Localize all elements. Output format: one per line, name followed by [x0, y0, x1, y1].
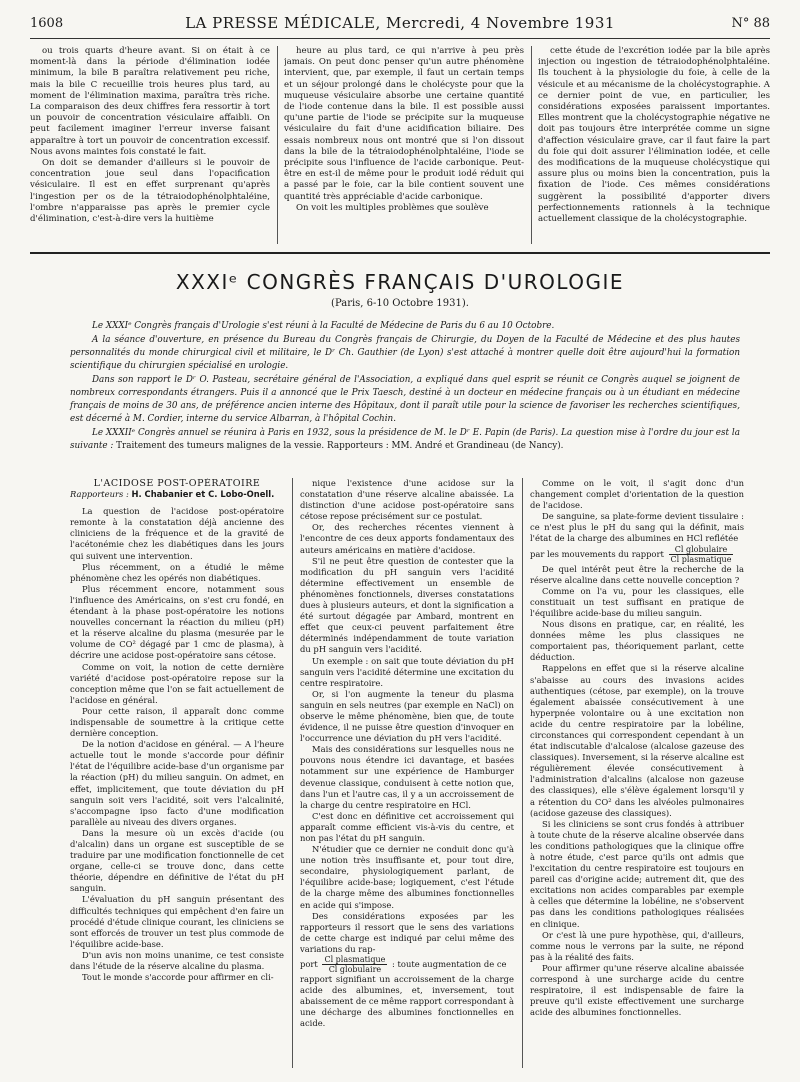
paragraph: Dans la mesure où un excès d'acide (ou d'alcalin) dans un organe est susceptible de se traduire par une modification fonctionnelle de cet organe, celle-ci se trouve donc, dans cette théorie, dépendre en définitive de l'état du pH sanguin. — [70, 827, 284, 894]
paragraph: Mais des considérations sur lesquelles nous ne pouvons nous étendre ici davantage, et basées notamment sur une expérience de Hamburger devenue classique, conduisent à cette notion que, dans l'un et l'autre cas, il y a un accroissement de la charge du centre respiratoire en HCl. — [300, 744, 514, 810]
paragraph: Pour affirmer qu'une réserve alcaline abaissée correspond à une surcharge acide du centre respiratoire, il est indispensable de faire la preuve qu'il existe effectivement une surcharge acide des albumines fonctionnelles. — [530, 962, 744, 1018]
paragraph: Si les cliniciens se sont crus fondés à attribuer à toute chute de la réserve alcaline observée dans les conditions pathologiques que la clinique offre à notre étude, c'est parce qu'ils ont admis que l'excitation du centre respiratoire est toujours en pareil cas d'origine acide; autrement dit, que des excitations non acides comparables par exemple à celles que détermine la lobéline, ne s'observent pas dans les conditions pathologiques réalisées en clinique. — [530, 818, 744, 929]
paragraph: De quel intérêt peut être la recherche de la réserve alcaline dans cette nouvelle conception ? — [530, 563, 744, 585]
paragraph: On doit se demander d'ailleurs si le pouvoir de concentration joue seul dans l'opacification vésiculaire. Il est en effet surprenant qu'après l'ingestion per os de la tétraiodophénolphtaléine, l'ombre n'apparaisse pas après le premier cycle d'élimination, c'est-à-dire vers la huitième — [30, 158, 270, 225]
issue-number: N° 88 — [731, 16, 770, 31]
paragraph: Nous disons en pratique, car, en réalité, les données même les plus classiques ne comportaient pas, théoriquement parlant, cette déduction. — [530, 619, 744, 663]
article-column-1 — [70, 478, 284, 1068]
article-column-2 — [300, 478, 514, 1068]
column-rule — [522, 478, 523, 1068]
header-rule — [30, 38, 770, 39]
paragraph: Rappelons en effet que si la réserve alcaline s'abaisse au cours des invasions acides authentiques (cétose, par exemple), on la trouve également abaissée consécutivement à une hyperpnée volontaire ou à une excitation non acide du centre respiratoire par la lobéline, circonstances qui correspondent cependant à un état indiscutable d'alcalose (alcalose gazeuse des classiques). Inversement, si la réserve alcaline est régulièrement élevée consécutivement à l'administration d'alcalins (alcalose non gazeuse des classiques), elle s'élève également lorsqu'il y a rétention du CO² dans les alvéoles pulmonaires (acidose gazeuse des classiques). — [530, 663, 744, 818]
paragraph: Des considérations exposées par les rapporteurs il ressort que le sens des variations de cette charge est indiqué par celui même des variations du rap- — [300, 910, 514, 954]
top-column-1 — [30, 46, 270, 244]
top-columns — [30, 46, 770, 244]
paragraph: heure au plus tard, ce qui n'arrive à peu près jamais. On peut donc penser qu'un autre phénomène intervient, que, par exemple, il faut un certain temps et un séjour prolongé dans le cholécyste pour que la muqueuse vésiculaire absorbe une certaine quantité de l'iode contenue dans la bile. Il est possible aussi qu'une partie de l'iode se précipite sur la muqueuse vésiculaire du fait d'une acidification biliaire. Des essais nombreux nous ont montré que si l'on dissout dans la bile de la tétraiodophénolphtaléine, l'iode se précipite sous l'influence de l'acide carbonique. Peut-être en est-il de même pour le produit iodé réduit qui a passé par le foie, car la bile contient souvent une quantité très appréciable d'acide carbonique. — [284, 46, 524, 202]
paragraph: cette étude de l'excrétion iodée par la bile après injection ou ingestion de tétraiodophénolphtaléine. Ils touchent à la physiologie du foie, à celle de la vésicule et au mécanisme de la cholécystographie. A ce dernier point de vue, en particulier, les considérations exposées paraissent importantes. Elles montrent que la cholécystographie négative ne doit pas toujours être interprétée comme un signe d'affection vésiculaire grave, car il faut faire la part du foie qui doit assurer l'élimination iodée, et celle des modifications de la muqueuse cholécystique qui assure plus ou moins bien la concentration, puis la fixation de l'iode. Ces mêmes considérations suggèrent la possibilité d'apporter divers perfectionnements rationnels à la technique actuellement classique de la cholécystographie. — [538, 46, 770, 225]
paragraph: N'étudier que ce dernier ne conduit donc qu'à une notion très insuffisante et, pour tout dire, secondaire, physiologiquement parlant, de l'équilibre acide-base; logiquement, c'est l'étude de la charge même des albumines fonctionnelles en acide qui s'impose. — [300, 844, 514, 910]
paragraph: Pour cette raison, il apparaît donc comme indispensable de soumettre à la critique cette dernière conception. — [70, 705, 284, 739]
article-columns — [70, 478, 750, 1068]
paragraph: L'évaluation du pH sanguin présentant des difficultés techniques qui empêchent d'en faire un procédé d'étude clinique courant, les cliniciens se sont efforcés de trouver un test plus commode de l'équilibre acide-base. — [70, 894, 284, 949]
fraction-line: port $\frac{\text{Cl plasmatique}}{\text{Cl globulaire}}$ : toute augmentation de ce — [300, 955, 507, 975]
congress-intro — [70, 320, 740, 454]
intro-paragraph: Le XXXIᵉ Congrès français d'Urologie s'est réuni à la Faculté de Médecine de Paris du 6 au 10 Octobre. — [92, 321, 555, 331]
paragraph: Or, si l'on augmente la teneur du plasma sanguin en sels neutres (par exemple en NaCl) on observe le même phénomène, bien que, de toute évidence, il ne puisse être question d'invoquer en l'occurrence une déviation du pH vers l'acidité. — [300, 688, 514, 744]
top-column-3 — [538, 46, 770, 244]
paragraph: La question de l'acidose post-opératoire remonte à la constatation déjà ancienne des cliniciens de la fréquence et de la gravité de l'acétonémie chez les diabétiques dans les jours qui suivent une intervention. — [70, 506, 284, 561]
intro-paragraph: Dans son rapport le Dʳ O. Pasteau, secrétaire général de l'Association, a expliqué dans quel esprit se réunit ce Congrès auquel se joignent de nombreux correspondants étrangers. Puis il a annoncé que le Prix Taesch, destiné à un docteur en médecine français ou à un étudiant en médecine français de moins de 30 ans, de préférence ancien interne des Hôpitaux, dont il paraît utile pour la science de favoriser les recherches scientifiques, est décerné à M. Cordier, interne du service Albarran, à l'hôpital Cochin. — [70, 375, 740, 424]
paragraph: D'un avis non moins unanime, ce test consiste dans l'étude de la réserve alcaline du plasma. — [70, 949, 284, 972]
paragraph: Comme on l'a vu, pour les classiques, elle constituait un test suffisant en pratique de l'équilibre acide-base du milieu sanguin. — [530, 585, 744, 618]
paragraph: De la notion d'acidose en général. — A l'heure actuelle tout le monde s'accorde pour définir l'état de l'équilibre acide-base d'un organisme par la réaction (pH) du milieu sanguin. On admet, en effet, implicitement, que toute déviation du pH sanguin soit vers l'acidité, soit vers l'alcalinité, s'accompagne ipso facto d'une modification parallèle au niveau des divers organes. — [70, 739, 284, 827]
congress-subtitle: (Paris, 6-10 Octobre 1931). — [331, 298, 469, 309]
ratio-fraction: $\frac{\text{Cl globulaire}}{\text{Cl plasmatique}}$ — [670, 544, 732, 564]
paragraph: ou trois quarts d'heure avant. Si on était à ce moment-là dans la période d'élimination iodée minimum, la bile B paraîtra relativement peu riche, mais la bile C recueillie trois heures plus tard, au moment de l'élimination maxima, paraîtra très riche. La comparaison des deux chiffres fera ressortir à tort un pouvoir de concentration vésiculaire affaibli. On peut facilement imaginer l'erreur inverse faisant apparaître à tort un pouvoir de concentration excessif. Nous avons maintes fois constaté le fait. — [30, 46, 270, 157]
paragraph: Comme on le voit, il s'agit donc d'un changement complet d'orientation de la question de l'acidose. — [530, 478, 744, 511]
top-column-2 — [284, 46, 524, 244]
journal-title: LA PRESSE MÉDICALE, Mercredi, 4 Novembre 1931 — [185, 14, 615, 32]
ratio-fraction: $\frac{\text{Cl plasmatique}}{\text{Cl globulaire}}$ — [324, 955, 386, 975]
intro-paragraph: A la séance d'ouverture, en présence du Bureau du Congrès français de Chirurgie, du Doyen de la Faculté de Médecine et des plus hautes personnalités du monde chirurgical civil et militaire, le Dʳ Ch. Gauthier (de Lyon) s'est attaché à montrer quelle doit être aujourd'hui la formation scientifique du chirurgien spécialisé en urologie. — [70, 335, 740, 371]
article-column-3 — [530, 478, 744, 1068]
section-rule — [30, 252, 770, 254]
paragraph: S'il ne peut être question de contester que la modification du pH sanguin vers l'acidité détermine effectivement un ensemble de phénomènes fonctionnels, diverses constatations dues à plusieurs auteurs, et dont la signification a été surtout dégagée par Ambard, montrent en effet que ceux-ci peuvent parfaitement être déterminés indépendamment de toute variation du pH sanguin vers l'acidité. — [300, 555, 514, 655]
paragraph: nique l'existence d'une acidose sur la constatation d'une réserve alcaline abaissée. La distinction d'une acidose post-opératoire sans cétose repose précisément sur ce postulat. — [300, 478, 514, 522]
paragraph: C'est donc en définitive cet accroissement qui apparaît comme efficient vis-à-vis du centre, et non pas l'état du pH sanguin. — [300, 810, 514, 843]
paragraph: De sanguine, sa plate-forme devient tissulaire : ce n'est plus le pH du sang qui la définit, mais l'état de la charge des albumines en HCl reflétée — [530, 511, 744, 544]
intro-paragraph: Le XXXIIᵉ Congrès annuel se réunira à Paris en 1932, sous la présidence de M. le Dʳ E. Papin (de Paris). La question mise à l'ordre du jour est la suivante : Traitement des tumeurs malignes de la vessie. Rapporteurs : MM. André et Grandineau (de Nancy). — [70, 428, 740, 451]
paragraph: Un exemple : on sait que toute déviation du pH sanguin vers l'acidité détermine une excitation du centre respiratoire. — [300, 655, 514, 688]
paragraph: Or, des recherches récentes viennent à l'encontre de ces deux apports fondamentaux des auteurs américains en matière d'acidose. — [300, 522, 514, 555]
congress-title: XXXIᵉ CONGRÈS FRANÇAIS D'UROLOGIE — [175, 270, 625, 294]
fraction-line: par les mouvements du rapport $\frac{\text{Cl globulaire}}{\text{Cl plasmatique}}$ — [530, 544, 732, 564]
page-number: 1608 — [30, 16, 64, 31]
rapporteurs: Rapporteurs : H. Chabanier et C. Lobo-Onell. — [70, 489, 275, 500]
paragraph: Comme on voit, la notion de cette dernière variété d'acidose post-opératoire repose sur la conception même que l'on se fait actuellement de l'acidose en général. — [70, 661, 284, 705]
paragraph: rapport signifiant un accroissement de la charge acide des albumines, et, inversement, tout abaissement de ce même rapport correspondant à une décharge des albumines fonctionnelles en acide. — [300, 974, 514, 1029]
column-rule — [277, 46, 278, 244]
paragraph: Plus récemment, on a étudié le même phénomène chez les opérés non diabétiques. — [70, 561, 284, 583]
paragraph: Or c'est là une pure hypothèse, qui, d'ailleurs, comme nous le verrons par la suite, ne répond pas à la réalité des faits. — [530, 929, 744, 962]
paragraph: On voit les multiples problèmes que soulève — [296, 202, 489, 213]
paragraph: Tout le monde s'accorde pour affirmer en cli- — [82, 972, 274, 983]
column-rule — [531, 46, 532, 244]
section-title: L'ACIDOSE POST-OPÉRATOIRE — [93, 478, 261, 489]
page-header — [30, 14, 770, 36]
column-rule — [292, 478, 293, 1068]
paragraph: Plus récemment encore, notamment sous l'influence des Américains, on s'est cru fondé, en étendant à la phase post-opératoire les notions nouvelles concernant la réaction du milieu (pH) et la réserve alcaline du plasma (mesurée par le volume de CO² dégagé par 1 cmc de plasma), à décrire une acidose post-opératoire sans cétose. — [70, 583, 284, 661]
